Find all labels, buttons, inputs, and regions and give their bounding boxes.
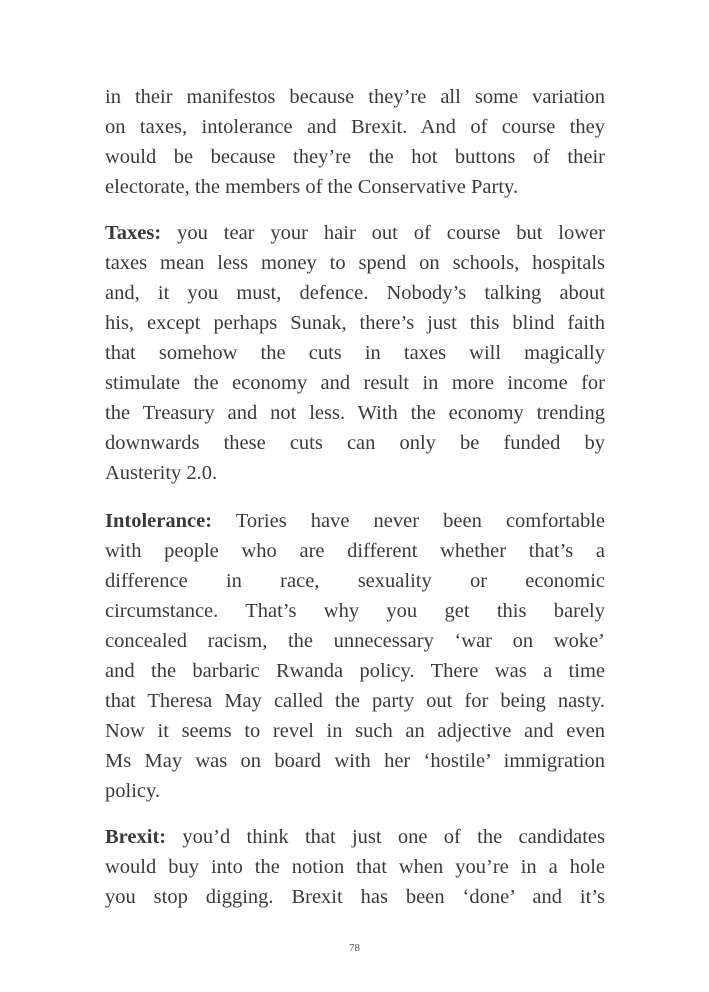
text-line [105, 822, 605, 852]
paragraph-taxes [105, 218, 605, 488]
text-line: in their manifestos because they’re all some variation [105, 86, 605, 108]
text-run: you tear your hair out of course but lower [161, 222, 605, 244]
text-line: stimulate the economy and result in more income for [105, 372, 605, 394]
page-number: 78 [349, 942, 360, 954]
paragraph-brexit [105, 822, 605, 912]
text-line: concealed racism, the unnecessary ‘war on woke’ [105, 630, 605, 652]
text-line: and, it you must, defence. Nobody’s talking about [105, 282, 605, 304]
text-line: Ms May was on board with her ‘hostile’ immigration [105, 750, 605, 772]
text-line: on taxes, intolerance and Brexit. And of course they [105, 116, 605, 138]
text-line: downwards these cuts can only be funded by [105, 432, 605, 454]
text-line: you stop digging. Brexit has been ‘done’ and it’s [105, 886, 605, 908]
text-line [105, 218, 605, 248]
text-line: electorate, the members of the Conservative Party. [105, 176, 519, 198]
text-line: taxes mean less money to spend on schools, hospitals [105, 252, 605, 274]
paragraph-heading-taxes: Taxes: [105, 222, 162, 244]
text-line: would buy into the notion that when you’re in a hole [105, 856, 605, 878]
text-line: that somehow the cuts in taxes will magically [105, 342, 605, 364]
text-line: policy. [105, 780, 161, 802]
paragraph-intolerance [105, 506, 605, 806]
text-line: the Treasury and not less. With the economy trending [105, 402, 605, 424]
text-line: circumstance. That’s why you get this barely [105, 600, 605, 622]
text-line: that Theresa May called the party out for being nasty. [105, 690, 605, 712]
text-line: his, except perhaps Sunak, there’s just this blind faith [105, 312, 605, 334]
paragraph-heading-brexit: Brexit: [105, 826, 167, 848]
paragraph-heading-intolerance: Intolerance: [105, 510, 213, 532]
text-line: Now it seems to revel in such an adjective and even [105, 720, 605, 742]
text-line: and the barbaric Rwanda policy. There was a time [105, 660, 605, 682]
text-line: with people who are different whether that’s a [105, 540, 605, 562]
text-line: Austerity 2.0. [105, 462, 218, 484]
paragraph-intro-continuation [105, 82, 605, 202]
text-run: Tories have never been comfortable [212, 510, 605, 532]
text-line: difference in race, sexuality or economic [105, 570, 605, 592]
text-line: would be because they’re the hot buttons of their [105, 146, 605, 168]
text-run: you’d think that just one of the candidates [166, 826, 605, 848]
text-line [105, 506, 605, 536]
